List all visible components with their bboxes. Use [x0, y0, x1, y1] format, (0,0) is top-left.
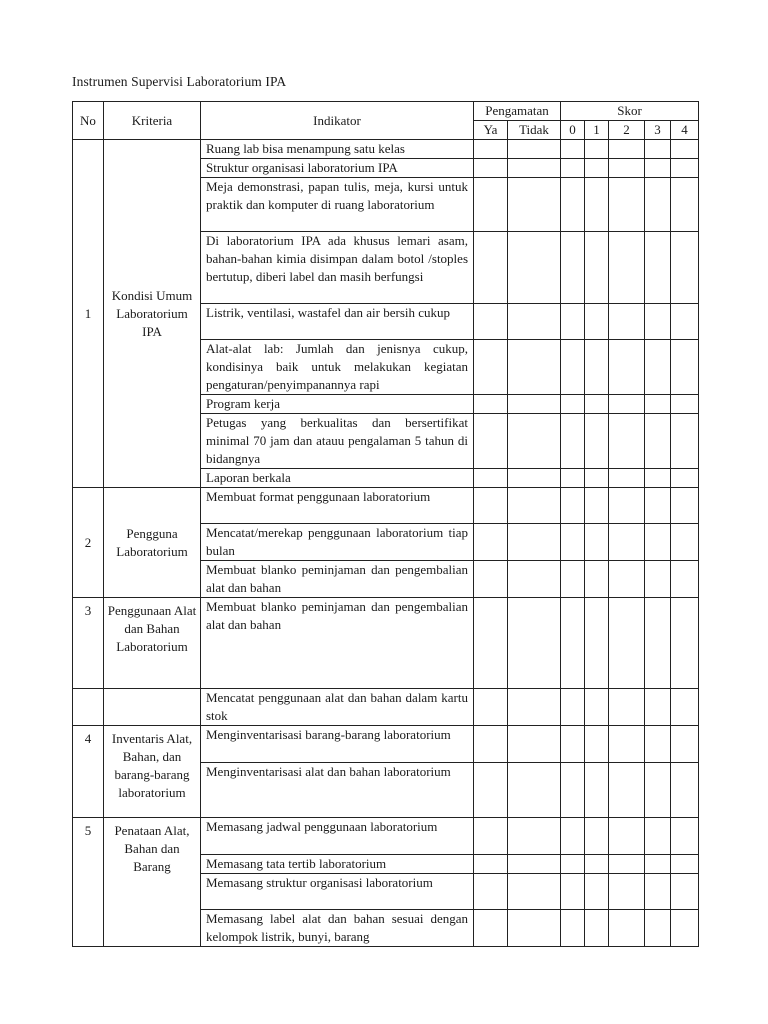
skor-4-cell[interactable]	[671, 232, 699, 304]
table-body	[73, 140, 699, 947]
skor-0-cell[interactable]	[561, 689, 585, 726]
ya-cell[interactable]	[474, 726, 508, 763]
skor-3-cell[interactable]	[645, 395, 671, 414]
skor-4-cell[interactable]	[671, 414, 699, 469]
skor-1-cell[interactable]	[585, 818, 609, 855]
criteria-cell: Inventaris Alat, Bahan, dan barang-barang laboratorium	[104, 726, 201, 818]
skor-3-cell[interactable]	[645, 910, 671, 947]
skor-0-cell[interactable]	[561, 340, 585, 395]
tidak-cell[interactable]	[508, 140, 561, 159]
tidak-cell[interactable]	[508, 395, 561, 414]
ya-cell[interactable]	[474, 763, 508, 818]
skor-4-cell[interactable]	[671, 874, 699, 910]
skor-0-cell[interactable]	[561, 178, 585, 232]
indicator-cell: Alat-alat lab: Jumlah dan jenisnya cukup, kondisinya baik untuk melakukan kegiatan pengaturan/penyimpanannya rapi	[201, 340, 474, 395]
skor-0-cell[interactable]	[561, 232, 585, 304]
skor-2-cell[interactable]	[609, 818, 645, 855]
skor-4-cell[interactable]	[671, 855, 699, 874]
skor-2-cell[interactable]	[609, 524, 645, 561]
skor-1-cell[interactable]	[585, 232, 609, 304]
header-indikator: Indikator	[201, 102, 474, 140]
row-number: 2	[73, 488, 104, 598]
skor-4-cell[interactable]	[671, 340, 699, 395]
skor-1-cell[interactable]	[585, 395, 609, 414]
skor-2-cell[interactable]	[609, 910, 645, 947]
skor-2-cell[interactable]	[609, 304, 645, 340]
tidak-cell[interactable]	[508, 469, 561, 488]
indicator-cell: Menginventarisasi barang-barang laboratorium	[201, 726, 474, 763]
skor-3-cell[interactable]	[645, 159, 671, 178]
ya-cell[interactable]	[474, 524, 508, 561]
skor-2-cell[interactable]	[609, 855, 645, 874]
criteria-cell: Pengguna Laboratorium	[104, 488, 201, 598]
header-pengamatan: Pengamatan	[474, 102, 561, 121]
row-number: 4	[73, 726, 104, 818]
skor-3-cell[interactable]	[645, 598, 671, 689]
skor-4-cell[interactable]	[671, 910, 699, 947]
header-tidak: Tidak	[508, 121, 561, 140]
ya-cell[interactable]	[474, 561, 508, 598]
row-number: 5	[73, 818, 104, 947]
tidak-cell[interactable]	[508, 232, 561, 304]
tidak-cell[interactable]	[508, 818, 561, 855]
skor-0-cell[interactable]	[561, 763, 585, 818]
header-skor: Skor	[561, 102, 699, 121]
skor-3-cell[interactable]	[645, 140, 671, 159]
table-row	[73, 726, 699, 763]
indicator-cell: Listrik, ventilasi, wastafel dan air bersih cukup	[201, 304, 474, 340]
skor-4-cell[interactable]	[671, 726, 699, 763]
skor-0-cell[interactable]	[561, 874, 585, 910]
indicator-cell: Memasang struktur organisasi laboratorium	[201, 874, 474, 910]
indicator-cell: Mencatat/merekap penggunaan laboratorium tiap bulan	[201, 524, 474, 561]
ya-cell[interactable]	[474, 689, 508, 726]
indicator-cell: Memasang tata tertib laboratorium	[201, 855, 474, 874]
skor-1-cell[interactable]	[585, 469, 609, 488]
skor-1-cell[interactable]	[585, 488, 609, 524]
skor-0-cell[interactable]	[561, 855, 585, 874]
ya-cell[interactable]	[474, 598, 508, 689]
skor-3-cell[interactable]	[645, 818, 671, 855]
header-ya: Ya	[474, 121, 508, 140]
skor-1-cell[interactable]	[585, 414, 609, 469]
indicator-cell: Petugas yang berkualitas dan bersertifikat minimal 70 jam dan atauu pengalaman 5 tahun di bidangnya	[201, 414, 474, 469]
skor-1-cell[interactable]	[585, 689, 609, 726]
indicator-cell: Membuat format penggunaan laboratorium	[201, 488, 474, 524]
criteria-cell	[104, 689, 201, 726]
skor-2-cell[interactable]	[609, 140, 645, 159]
skor-4-cell[interactable]	[671, 763, 699, 818]
tidak-cell[interactable]	[508, 304, 561, 340]
table-row	[73, 488, 699, 524]
skor-0-cell[interactable]	[561, 524, 585, 561]
indicator-cell: Membuat blanko peminjaman dan pengembalian alat dan bahan	[201, 598, 474, 689]
skor-4-cell[interactable]	[671, 469, 699, 488]
skor-0-cell[interactable]	[561, 910, 585, 947]
skor-1-cell[interactable]	[585, 763, 609, 818]
header-skor-1: 1	[585, 121, 609, 140]
skor-0-cell[interactable]	[561, 598, 585, 689]
header-kriteria: Kriteria	[104, 102, 201, 140]
skor-3-cell[interactable]	[645, 304, 671, 340]
skor-4-cell[interactable]	[671, 598, 699, 689]
tidak-cell[interactable]	[508, 340, 561, 395]
tidak-cell[interactable]	[508, 726, 561, 763]
skor-2-cell[interactable]	[609, 488, 645, 524]
indicator-cell: Meja demonstrasi, papan tulis, meja, kursi untuk praktik dan komputer di ruang laboratorium	[201, 178, 474, 232]
skor-2-cell[interactable]	[609, 874, 645, 910]
skor-3-cell[interactable]	[645, 488, 671, 524]
skor-4-cell[interactable]	[671, 395, 699, 414]
skor-3-cell[interactable]	[645, 561, 671, 598]
skor-4-cell[interactable]	[671, 304, 699, 340]
skor-4-cell[interactable]	[671, 524, 699, 561]
skor-3-cell[interactable]	[645, 178, 671, 232]
tidak-cell[interactable]	[508, 855, 561, 874]
indicator-cell: Program kerja	[201, 395, 474, 414]
skor-1-cell[interactable]	[585, 304, 609, 340]
skor-0-cell[interactable]	[561, 414, 585, 469]
tidak-cell[interactable]	[508, 763, 561, 818]
skor-2-cell[interactable]	[609, 763, 645, 818]
skor-2-cell[interactable]	[609, 689, 645, 726]
skor-2-cell[interactable]	[609, 726, 645, 763]
skor-3-cell[interactable]	[645, 232, 671, 304]
skor-2-cell[interactable]	[609, 178, 645, 232]
header-no: No	[73, 102, 104, 140]
skor-1-cell[interactable]	[585, 159, 609, 178]
ya-cell[interactable]	[474, 340, 508, 395]
skor-3-cell[interactable]	[645, 340, 671, 395]
tidak-cell[interactable]	[508, 159, 561, 178]
ya-cell[interactable]	[474, 178, 508, 232]
table-row	[73, 140, 699, 159]
skor-3-cell[interactable]	[645, 524, 671, 561]
tidak-cell[interactable]	[508, 178, 561, 232]
skor-1-cell[interactable]	[585, 855, 609, 874]
criteria-cell: Kondisi Umum Laboratorium IPA	[104, 140, 201, 488]
skor-3-cell[interactable]	[645, 414, 671, 469]
ya-cell[interactable]	[474, 159, 508, 178]
skor-3-cell[interactable]	[645, 874, 671, 910]
skor-2-cell[interactable]	[609, 232, 645, 304]
indicator-cell: Membuat blanko peminjaman dan pengembalian alat dan bahan	[201, 561, 474, 598]
skor-3-cell[interactable]	[645, 763, 671, 818]
indicator-cell: Mencatat penggunaan alat dan bahan dalam kartu stok	[201, 689, 474, 726]
skor-0-cell[interactable]	[561, 726, 585, 763]
ya-cell[interactable]	[474, 874, 508, 910]
skor-1-cell[interactable]	[585, 178, 609, 232]
tidak-cell[interactable]	[508, 874, 561, 910]
row-number	[73, 689, 104, 726]
tidak-cell[interactable]	[508, 910, 561, 947]
skor-3-cell[interactable]	[645, 855, 671, 874]
skor-4-cell[interactable]	[671, 159, 699, 178]
tidak-cell[interactable]	[508, 414, 561, 469]
tidak-cell[interactable]	[508, 561, 561, 598]
ya-cell[interactable]	[474, 910, 508, 947]
header-skor-2: 2	[609, 121, 645, 140]
skor-0-cell[interactable]	[561, 304, 585, 340]
tidak-cell[interactable]	[508, 598, 561, 689]
skor-3-cell[interactable]	[645, 469, 671, 488]
row-number: 3	[73, 598, 104, 689]
skor-1-cell[interactable]	[585, 524, 609, 561]
ya-cell[interactable]	[474, 414, 508, 469]
skor-1-cell[interactable]	[585, 561, 609, 598]
criteria-cell: Penggunaan Alat dan Bahan Laboratorium	[104, 598, 201, 689]
ya-cell[interactable]	[474, 855, 508, 874]
indicator-cell: Struktur organisasi laboratorium IPA	[201, 159, 474, 178]
ya-cell[interactable]	[474, 469, 508, 488]
skor-0-cell[interactable]	[561, 488, 585, 524]
tidak-cell[interactable]	[508, 524, 561, 561]
skor-2-cell[interactable]	[609, 469, 645, 488]
skor-4-cell[interactable]	[671, 561, 699, 598]
ya-cell[interactable]	[474, 818, 508, 855]
indicator-cell: Menginventarisasi alat dan bahan laboratorium	[201, 763, 474, 818]
skor-2-cell[interactable]	[609, 159, 645, 178]
document-title: Instrumen Supervisi Laboratorium IPA	[72, 74, 287, 89]
indicator-cell: Laporan berkala	[201, 469, 474, 488]
skor-1-cell[interactable]	[585, 726, 609, 763]
skor-1-cell[interactable]	[585, 340, 609, 395]
skor-1-cell[interactable]	[585, 140, 609, 159]
skor-3-cell[interactable]	[645, 726, 671, 763]
tidak-cell[interactable]	[508, 689, 561, 726]
criteria-cell: Penataan Alat, Bahan dan Barang	[104, 818, 201, 947]
header-skor-0: 0	[561, 121, 585, 140]
skor-4-cell[interactable]	[671, 689, 699, 726]
skor-0-cell[interactable]	[561, 140, 585, 159]
skor-1-cell[interactable]	[585, 874, 609, 910]
skor-2-cell[interactable]	[609, 414, 645, 469]
ya-cell[interactable]	[474, 232, 508, 304]
skor-0-cell[interactable]	[561, 818, 585, 855]
skor-0-cell[interactable]	[561, 561, 585, 598]
indicator-cell: Memasang jadwal penggunaan laboratorium	[201, 818, 474, 855]
header-skor-4: 4	[671, 121, 699, 140]
skor-2-cell[interactable]	[609, 340, 645, 395]
ya-cell[interactable]	[474, 395, 508, 414]
indicator-cell: Ruang lab bisa menampung satu kelas	[201, 140, 474, 159]
supervision-table	[72, 101, 699, 947]
skor-2-cell[interactable]	[609, 395, 645, 414]
ya-cell[interactable]	[474, 140, 508, 159]
skor-3-cell[interactable]	[645, 689, 671, 726]
header-skor-3: 3	[645, 121, 671, 140]
skor-1-cell[interactable]	[585, 598, 609, 689]
skor-0-cell[interactable]	[561, 395, 585, 414]
indicator-cell: Di laboratorium IPA ada khusus lemari asam, bahan-bahan kimia disimpan dalam botol /stoples bertutup, diberi label dan masih berfungsi	[201, 232, 474, 304]
indicator-cell: Memasang label alat dan bahan sesuai dengan kelompok listrik, bunyi, barang	[201, 910, 474, 947]
skor-1-cell[interactable]	[585, 910, 609, 947]
skor-4-cell[interactable]	[671, 140, 699, 159]
skor-4-cell[interactable]	[671, 178, 699, 232]
skor-0-cell[interactable]	[561, 159, 585, 178]
tidak-cell[interactable]	[508, 488, 561, 524]
row-number: 1	[73, 140, 104, 488]
table-row	[73, 598, 699, 689]
ya-cell[interactable]	[474, 304, 508, 340]
table-row	[73, 818, 699, 855]
ya-cell[interactable]	[474, 488, 508, 524]
table-row	[73, 689, 699, 726]
skor-4-cell[interactable]	[671, 488, 699, 524]
skor-2-cell[interactable]	[609, 598, 645, 689]
skor-0-cell[interactable]	[561, 469, 585, 488]
skor-4-cell[interactable]	[671, 818, 699, 855]
skor-2-cell[interactable]	[609, 561, 645, 598]
